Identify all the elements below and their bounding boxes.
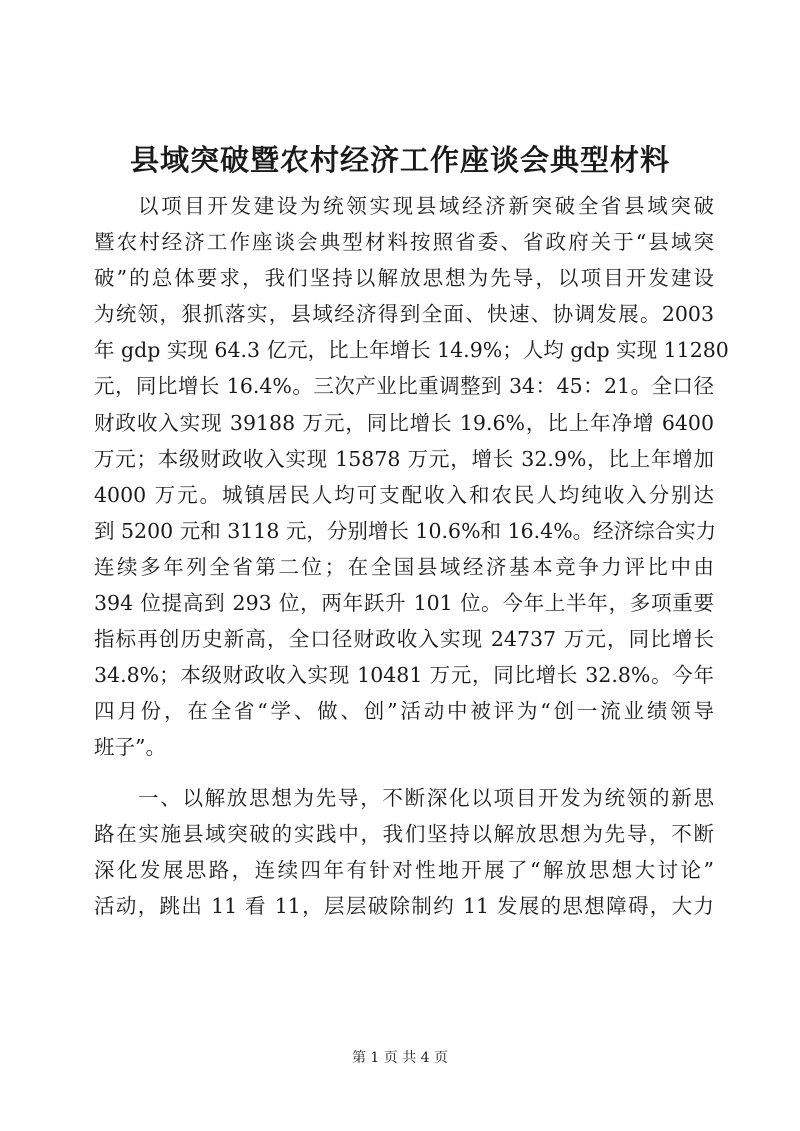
text-line: 元，同比增长 16.4%。三次产业比重调整到 34：45：21。全口径 — [94, 374, 714, 399]
text-line: 为统领，狠抓落实，县域经济得到全面、快速、协调发展。2003 — [94, 302, 714, 327]
document-title: 县域突破暨农村经济工作座谈会典型材料 — [129, 143, 670, 177]
text-line: 破”的总体要求，我们坚持以解放思想为先导，以项目开发建设 — [94, 266, 714, 291]
text-line: 暨农村经济工作座谈会典型材料按照省委、省政府关于“县域突 — [94, 230, 714, 255]
text-line: 一、以解放思想为先导，不断深化以项目开发为统领的新思 — [138, 785, 714, 810]
text-line: 年 gdp 实现 64.3 亿元，比上年增长 14.9%；人均 gdp 实现 11280 — [94, 338, 729, 363]
text-line: 活动，跳出 11 看 11，层层破除制约 11 发展的思想障碍，大力 — [94, 893, 714, 918]
text-line: 4000 万元。城镇居民人均可支配收入和农民人均纯收入分别达 — [94, 482, 714, 507]
text-line: 连续多年列全省第二位；在全国县域经济基本竞争力评比中由 — [94, 554, 714, 579]
text-line: 班子”。 — [94, 735, 166, 760]
paragraph-gap — [94, 766, 714, 780]
paragraph — [94, 188, 729, 766]
text-line: 34.8%；本级财政收入实现 10481 万元，同比增长 32.8%。今年 — [94, 663, 714, 688]
paragraph — [94, 780, 714, 924]
text-line: 到 5200 元和 3118 元，分别增长 10.6%和 16.4%。经济综合实力 — [94, 518, 717, 543]
document-body — [94, 188, 729, 924]
text-line: 以项目开发建设为统领实现县域经济新突破全省县域突破 — [138, 194, 714, 218]
text-line: 指标再创历史新高，全口径财政收入实现 24737 万元，同比增长 — [94, 627, 714, 652]
text-line: 路在实施县域突破的实践中，我们坚持以解放思想为先导，不断 — [94, 821, 714, 846]
page-number-footer: 第 1 页 共 4 页 — [351, 1050, 449, 1066]
text-line: 四月份，在全省“学、做、创”活动中被评为“创一流业绩领导 — [94, 699, 714, 724]
text-line: 深化发展思路，连续四年有针对性地开展了“解放思想大讨论” — [94, 857, 714, 882]
text-line: 财政收入实现 39188 万元，同比增长 19.6%，比上年净增 6400 — [94, 410, 714, 435]
text-line: 万元；本级财政收入实现 15878 万元，增长 32.9%，比上年增加 — [94, 446, 714, 471]
text-line: 394 位提高到 293 位，两年跃升 101 位。今年上半年，多项重要 — [94, 591, 714, 616]
